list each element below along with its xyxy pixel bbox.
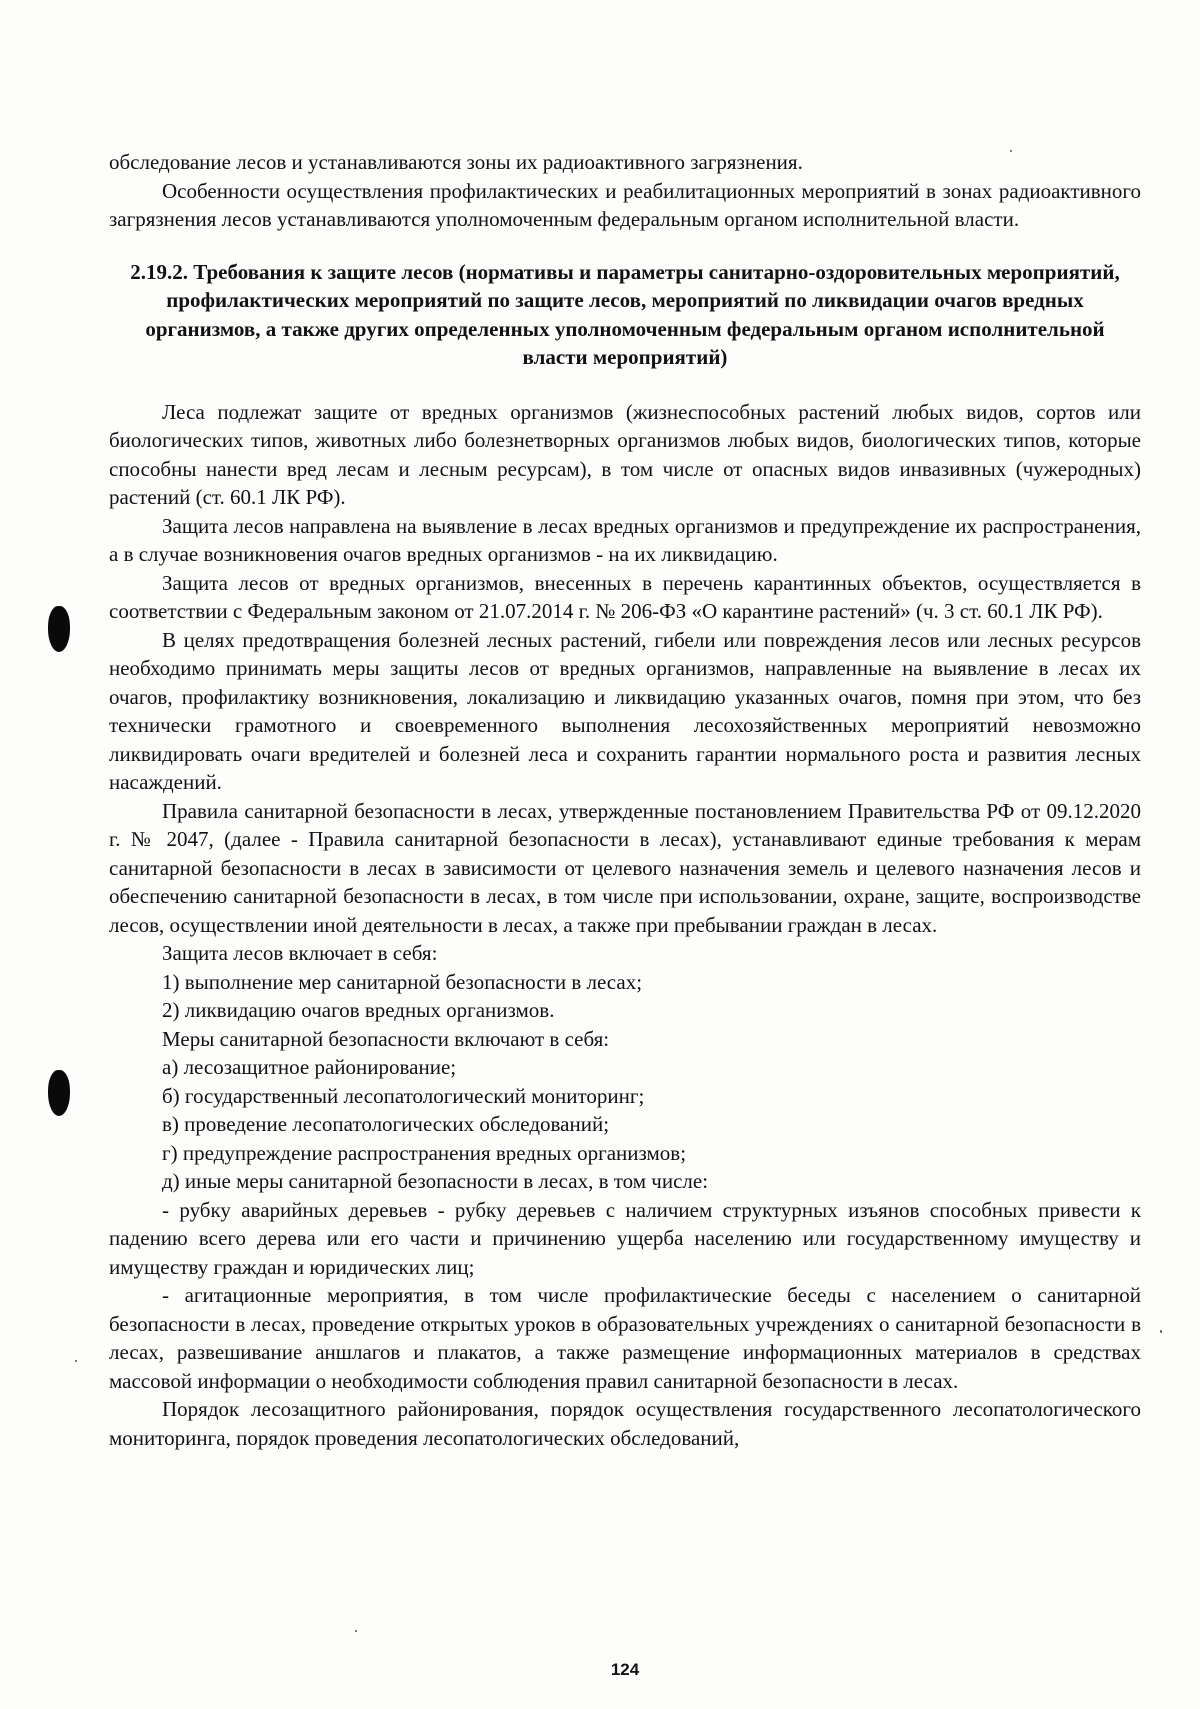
paragraph: Защита лесов от вредных организмов, внесенных в перечень карантинных объектов, осуществляется в соответствии с Федеральным законом от 21.07.2014 г. № 206-ФЗ «О карантине растений» (ч. 3 ст. 60.1 ЛК РФ). — [109, 570, 1141, 623]
document-body — [109, 148, 1141, 1452]
dash-item: - агитационные мероприятия, в том числе профилактические беседы с населением о санитарной безопасности в лесах, проведение открытых уроков в образовательных учреждениях о санитарной безопасности в лесах, развешивание аншлагов и плакатов, а также размещение информационных материалов в средствах массовой информации о необходимости соблюдения правил санитарной безопасности в лесах. — [109, 1283, 1141, 1393]
scan-speck — [75, 1360, 77, 1362]
section-heading: 2.19.2. Требования к защите лесов (нормативы и параметры санитарно-оздоровительных мероприятий, профилактических мероприятий по защите лесов, мероприятий по ликвидации очагов вредных организмов, а также других определенных уполномоченным федеральным органом исполнительной власти мероприятий) — [130, 259, 1120, 369]
scan-speck — [355, 1630, 357, 1632]
list-item: 1) выполнение мер санитарной безопасности в лесах; — [162, 969, 643, 994]
list-intro: Защита лесов включает в себя: — [162, 941, 438, 965]
paragraph: Защита лесов направлена на выявление в лесах вредных организмов и предупреждение их распространения, а в случае возникновения очагов вредных организмов - на их ликвидацию. — [109, 513, 1141, 566]
paragraph: Особенности осуществления профилактических и реабилитационных мероприятий в зонах радиоактивного загрязнения лесов устанавливаются уполномоченным федеральным органом исполнительной власти. — [109, 178, 1141, 231]
punch-hole-mark — [48, 606, 70, 652]
punch-hole-mark — [48, 1070, 70, 1116]
paragraph: Порядок лесозащитного районирования, порядок осуществления государственного лесопатологического мониторинга, порядок проведения лесопатологических обследований, — [109, 1397, 1141, 1450]
measures-intro: Меры санитарной безопасности включают в себя: — [162, 1026, 610, 1051]
list-item: а) лесозащитное районирование; — [162, 1055, 457, 1079]
scan-speck — [1160, 1330, 1162, 1333]
page-number: 124 — [610, 1660, 640, 1679]
paragraph: Правила санитарной безопасности в лесах, утвержденные постановлением Правительства РФ от 09.12.2020 г. № 2047, (далее - Правила санитарной безопасности в лесах), устанавливают единые требования к мерам санитарной безопасности в лесах в зависимости от целевого назначения земель и целевого назначения лесов и обеспечению санитарной безопасности в лесах, в том числе при использовании, охране, защите, воспроизводстве лесов, осуществлении иной деятельности в лесах, а также при пребывании граждан в лесах. — [109, 798, 1141, 937]
list-item: 2) ликвидацию очагов вредных организмов. — [162, 998, 555, 1022]
list-item: д) иные меры санитарной безопасности в лесах, в том числе: — [162, 1169, 709, 1193]
paragraph: В целях предотвращения болезней лесных растений, гибели или повреждения лесов или лесных ресурсов необходимо принимать меры защиты лесов от вредных организмов, направленные на выявление в лесах их очагов, профилактику возникновения, локализацию и ликвидацию указанных очагов, помня при этом, что без технически грамотного и своевременного выполнения лесохозяйственных мероприятий невозможно ликвидировать очаги вредителей и болезней леса и сохранить гарантии нормального роста и развития лесных насаждений. — [109, 627, 1141, 794]
list-item: г) предупреждение распространения вредных организмов; — [162, 1140, 687, 1165]
list-item: в) проведение лесопатологических обследований; — [162, 1112, 610, 1136]
paragraph: обследование лесов и устанавливаются зоны их радиоактивного загрязнения. — [109, 150, 803, 174]
paragraph: Леса подлежат защите от вредных организмов (жизнеспособных растений любых видов, сортов или биологических типов, животных либо болезнетворных организмов любых видов, биологических типов, которые способны нанести вред лесам и лесным ресурсам), в том числе от опасных видов инвазивных (чужеродных) растений (ст. 60.1 ЛК РФ). — [109, 399, 1141, 509]
list-item: б) государственный лесопатологический мониторинг; — [162, 1083, 645, 1108]
dash-item: - рубку аварийных деревьев - рубку деревьев с наличием структурных изъянов способных привести к падению всего дерева или его части и причинению ущерба населению или государственному имуществу и имуществу граждан и юридических лиц; — [109, 1197, 1141, 1279]
